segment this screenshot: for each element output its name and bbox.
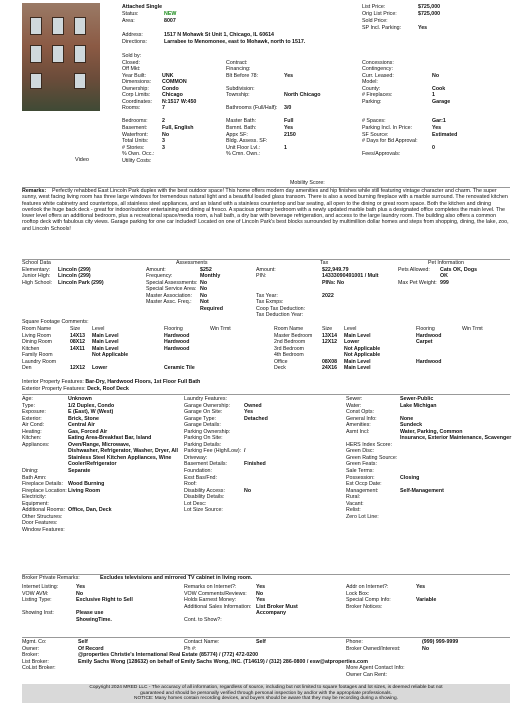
field-row xyxy=(184,507,268,514)
field-value: N:1517 W:450 xyxy=(162,98,197,105)
field-row xyxy=(122,158,196,165)
field-value: Yes xyxy=(244,409,254,416)
table-cell: Family Room xyxy=(22,352,53,358)
field-value: Unknown xyxy=(68,396,92,402)
field-value: 3/0 xyxy=(284,105,292,112)
orig-price-row: Orig List Price: $725,000 xyxy=(362,11,441,17)
table-row xyxy=(274,365,494,372)
field-label: Vacant: xyxy=(346,500,364,507)
field-value: Gar:1 xyxy=(432,118,446,125)
field-label: Fireplace Location: xyxy=(22,487,67,494)
field-value: Yes xyxy=(256,584,266,590)
field-label: % Cmn. Own.: xyxy=(226,151,261,158)
table-cell: Not Applicable xyxy=(92,352,129,358)
table-cell: Not Applicable xyxy=(344,345,381,352)
table-row xyxy=(22,365,242,372)
field-label: Township: xyxy=(226,92,250,99)
field-value: Lake Michigan xyxy=(400,402,437,409)
address-row: Address: 1517 N Mohawk St Unit 1, Chicago, IL 60614 xyxy=(122,32,274,38)
field-label: Water: xyxy=(346,402,362,409)
field-value: Water, Parking, Common xyxy=(400,428,463,435)
contacts-right: Phone: (999) 999-9999 Broker Owned/Interest: No xyxy=(346,639,459,652)
contacts-mid: Contact Name: Self Ph #: xyxy=(184,639,266,652)
table-cell: 12X12 xyxy=(70,365,86,371)
property-type: Attached Single xyxy=(122,4,163,10)
grid-col-3 xyxy=(362,53,457,158)
field-label: Contingency: xyxy=(362,66,393,73)
field-label: Green Rating Source: xyxy=(346,454,398,461)
field-label: Dining: xyxy=(22,468,39,475)
field-value: Yes xyxy=(284,72,294,79)
field-label: Green Disc: xyxy=(346,448,374,455)
field-value: Yes xyxy=(76,584,86,590)
field-label: Subdivision: xyxy=(226,85,255,92)
field-value: Exclusive Right to Sell xyxy=(76,597,133,604)
table-cell: Main Level xyxy=(92,345,119,352)
table-cell: Not Applicable xyxy=(344,352,381,358)
column-header: Size xyxy=(322,326,333,332)
table-cell: Main Level xyxy=(344,358,371,365)
field-label: % Own. Occ.: xyxy=(122,151,155,158)
table-cell: 14X11 xyxy=(70,345,85,352)
table-cell: Lower xyxy=(344,339,360,345)
field-value: E (East), W (West) xyxy=(68,409,114,416)
field-label: Ownership: xyxy=(122,85,149,92)
table-cell: Hardwood xyxy=(164,345,190,352)
more-agent-info: More Agent Contact Info: Owner Can Rent: xyxy=(346,665,405,678)
field-label: Special Comp Info: xyxy=(346,597,391,604)
field-label: Sale Terms: xyxy=(346,468,374,475)
remarks: Remarks: Perfectly rehabbed East Lincoln Park duplex with the best outdoor space! This home offers modern day amenities and hip finishes while still featuring vintage character and charm. The super sunny, west facing living room has three large windows for tremendous natural light and a beautiful loaded glass transom. There is also a wood burning fireplace with a marble surround. The renovated kitchen features white cabinetry and countertops, all stainless steel appliances, and an island with a stainless countertop and bar seating, all open to the dining or great room space. Both the kitchen and dining overlook the huge back deck - great for indoor/outdoor entertaining and dining al fresco. A spacious primary bedroom with a newly updated marble bath plus a designated office completes the main level. The lower level offers an additional bedroom, plus a recreational space/media room, a hall bath, a dry bar with beverage refrigeration, and access to the large laundry room. The building also offers a common rooftop deck with fabulous city views. Garage parking for one car included! Located on one of Lincoln Park's best blocks surrounded by multimillion dollar homes and steps from shopping, dining, the lake, zoo, and Lincoln Schools! xyxy=(22,188,509,232)
column-header: Size xyxy=(70,326,81,332)
field-value: Office, Dan, Deck xyxy=(68,507,112,514)
field-label: Rooms: xyxy=(122,105,141,112)
table-cell: Dining Room xyxy=(22,339,52,345)
field-label: Utility Costs: xyxy=(122,157,152,164)
field-label: Amenities: xyxy=(346,422,371,429)
field-value: 3 xyxy=(162,138,165,145)
field-label: Total Units: xyxy=(122,138,149,145)
exterior-features: Exterior Property Features: Deck, Roof Deck xyxy=(22,386,129,392)
field-label: Other Structures: xyxy=(22,513,63,520)
field-label: Model: xyxy=(362,79,378,86)
field-label: Garage On Site: xyxy=(184,409,223,416)
field-label: Window Features: xyxy=(22,526,65,533)
field-row xyxy=(22,617,133,624)
field-label: Coordinates: xyxy=(122,98,153,105)
column-header: Room Name xyxy=(22,326,52,332)
field-label: Year Built: xyxy=(122,72,146,79)
column-header: Flooring xyxy=(416,326,435,332)
table-cell: 12X12 xyxy=(322,339,338,345)
field-label: Bldg. Assess. SF: xyxy=(226,138,268,145)
property-photo[interactable] xyxy=(22,3,100,111)
field-label: Air Cond: xyxy=(22,422,45,429)
field-value: 2 xyxy=(162,118,165,125)
field-value: Central Air xyxy=(68,422,95,429)
field-label: Bedrooms: xyxy=(122,118,148,125)
field-row xyxy=(346,514,511,521)
table-cell: Office xyxy=(274,358,288,365)
table-cell xyxy=(210,365,242,372)
table-cell: 08X08 xyxy=(322,358,338,365)
field-label: Cont. to Show?: xyxy=(184,616,222,623)
field-label: Equipment: xyxy=(22,500,49,507)
table-cell: Main Level xyxy=(92,339,119,345)
field-label: Sewer: xyxy=(346,396,363,402)
field-value: Accompany xyxy=(256,610,287,617)
field-value: Finished xyxy=(244,461,266,468)
column-header: Flooring xyxy=(164,326,183,332)
column-header: Level xyxy=(92,326,105,332)
field-label: County: xyxy=(362,85,381,92)
field-value: List Broker Must xyxy=(256,603,298,610)
table-cell: 13X14 xyxy=(322,332,338,339)
field-label: Kitchen: xyxy=(22,435,42,442)
table-cell: Hardwood xyxy=(416,358,442,365)
field-label: Age: xyxy=(22,396,33,402)
field-label: Foundation: xyxy=(184,468,212,475)
table-cell: Den xyxy=(22,365,32,371)
field-value: Brick, Stone xyxy=(68,415,99,422)
field-label: Lock Box: xyxy=(346,590,370,597)
field-label: Laundry Features: xyxy=(184,396,227,402)
mobility-score: Mobility Score: xyxy=(290,180,325,186)
field-value: Closing xyxy=(400,474,420,481)
copyright-footer: Copyright 2024 MRED LLC - The accuracy of all information, regardless of source, including but not limited to square footages and lot sizes, is deemed reliable but not guaranteed and should be personally verified through personal inspection by and/or with the appropriate professionals. NOTICE: Many homes contain recording devices, and buyers should be aware that they may be recording during a showing. xyxy=(22,684,510,703)
field-row xyxy=(22,597,133,604)
field-label: Sold by: xyxy=(122,53,142,59)
table-cell: Ceramic Tile xyxy=(164,365,195,371)
field-value: Condo xyxy=(162,85,179,92)
field-label: Blt Before 78: xyxy=(226,72,259,79)
field-label: Lot Desc: xyxy=(184,500,207,507)
broker-private-remarks: Broker Private Remarks: Excludes televisions and mirrored TV cabinet in living room. xyxy=(22,575,253,581)
showing-col-2 xyxy=(184,584,298,623)
table-cell: Carpet xyxy=(416,339,433,345)
details-col-3 xyxy=(346,396,511,520)
table-cell: Hardwood xyxy=(416,332,442,339)
table-cell: Hardwood xyxy=(164,332,190,339)
field-value: No xyxy=(432,72,440,79)
field-row xyxy=(226,151,321,158)
field-value: Wood Burning xyxy=(68,481,105,488)
field-row xyxy=(184,617,298,624)
field-label: Exposure: xyxy=(22,409,46,416)
field-label: Door Features: xyxy=(22,520,58,527)
field-label: Disability Access: xyxy=(184,487,225,494)
field-label: Management: xyxy=(346,487,379,494)
field-row xyxy=(226,92,321,99)
field-value: Estimated xyxy=(432,131,458,138)
field-label: Internet Listing: xyxy=(22,584,59,590)
field-value: / xyxy=(244,448,246,455)
field-label: Dimensions: xyxy=(122,79,152,86)
tax-info: Tax Amount: $22,949.79 PIN: 14333090491001 / Mult PINs: No Tax Year: 2022 Tax Exmps: Coop Tax Deduction: Tax Deduction Year: xyxy=(256,260,379,319)
status-badge: NEW xyxy=(164,11,177,17)
field-label: Green Feats: xyxy=(346,461,377,468)
field-label: Appliances: xyxy=(22,441,50,448)
field-value: Separate xyxy=(68,468,91,475)
field-label: Additional Rooms: xyxy=(22,507,65,514)
table-cell: 14X13 xyxy=(70,332,86,339)
field-value: Chicago xyxy=(162,92,183,99)
field-value: Sundeck xyxy=(400,422,423,429)
field-value: Yes xyxy=(284,125,294,132)
field-label: Parking Details: xyxy=(184,441,222,448)
table-cell: Main Level xyxy=(344,332,371,339)
table-cell: 4th Bedroom xyxy=(274,352,304,358)
status-row: Status: NEW xyxy=(122,11,177,17)
field-value: Detached xyxy=(244,415,268,422)
field-label: Master Bath: xyxy=(226,118,257,125)
field-label: Possession: xyxy=(346,474,375,481)
field-label: Lot Size Source: xyxy=(184,507,223,514)
field-label: # Fireplaces: xyxy=(362,92,393,99)
details-col-1 xyxy=(22,396,178,533)
table-cell xyxy=(416,365,462,372)
field-label: Parking Fee (High/Low): xyxy=(184,448,242,455)
details-col-2 xyxy=(184,396,268,514)
field-label: Type: xyxy=(22,402,35,409)
field-value: No xyxy=(76,590,84,597)
field-label: # Spaces: xyxy=(362,118,386,125)
field-label: Waterfront: xyxy=(122,131,149,138)
divider xyxy=(22,394,510,395)
field-value: Eating Area-Breakfast Bar, Island xyxy=(68,435,152,442)
field-value: Cooler/Refrigerator xyxy=(68,461,117,468)
field-label: Garage Ownership: xyxy=(184,402,230,409)
field-value: Please use xyxy=(76,610,104,617)
field-value: 1 xyxy=(432,92,435,99)
field-value: COMMON xyxy=(162,79,187,86)
field-value: North Chicago xyxy=(284,92,321,99)
table-cell: Kitchen xyxy=(22,345,40,352)
field-value: ShowingTime. xyxy=(76,616,112,623)
field-label: Electricity: xyxy=(22,494,47,501)
field-label: Garage Details: xyxy=(184,422,221,429)
field-value: Sewer-Public xyxy=(400,396,434,402)
field-value: Self-Management xyxy=(400,487,444,494)
contacts-left: Mgmt. Co: Self Owner: Of Record Broker: @properties Christie's International Real Estate (85774) / (772) 472-0200 List Broker: Emily Sachs Wong (128632) on behalf of Emily Sachs Wong, INC. (T14619) / (312) 286-0800 / esw@atproperties.com CoList Broker: xyxy=(22,639,368,672)
field-value: Garage xyxy=(432,98,451,105)
field-label: Parking Incl. In Price: xyxy=(362,125,413,132)
field-label: Est Occp Date: xyxy=(346,481,382,488)
field-label: Roof: xyxy=(184,481,197,488)
field-label: Appx SF: xyxy=(226,131,248,138)
divider xyxy=(22,637,510,638)
field-label: Contract: xyxy=(226,59,248,66)
field-label: Addr on Internet?: xyxy=(346,584,389,590)
field-value: 3 xyxy=(162,144,165,151)
field-value: Owned xyxy=(244,402,262,409)
table-cell: 24X16 xyxy=(322,365,338,371)
field-label: Broker Notices: xyxy=(346,603,383,610)
field-label: Const Opts: xyxy=(346,409,374,416)
field-label: Financing: xyxy=(226,66,251,73)
field-label: Exst Bas/Fnd: xyxy=(184,474,217,481)
column-header: Win Trmt xyxy=(210,326,231,332)
column-header: Level xyxy=(344,326,357,332)
field-label: Closed: xyxy=(122,59,140,66)
showing-col-1 xyxy=(22,584,133,623)
field-label: Driveway: xyxy=(184,454,208,461)
field-value: None xyxy=(400,415,414,422)
field-label: VOW AVM: xyxy=(22,590,49,597)
field-value: Gas, Forced Air xyxy=(68,428,108,435)
field-label: General Info: xyxy=(346,415,377,422)
table-cell: Living Room xyxy=(22,332,51,339)
rooms-table-right xyxy=(274,326,494,372)
field-label: Showing Inst: xyxy=(22,610,54,617)
table-cell xyxy=(462,365,494,372)
field-label: Asmt Incl: xyxy=(346,428,370,435)
field-label: Off Mkt: xyxy=(122,66,141,73)
field-label: Listing Type: xyxy=(22,597,52,604)
field-value: Yes xyxy=(256,597,266,604)
video-link[interactable]: Video xyxy=(75,157,89,163)
school-data: School Data Elementary: Lincoln (299) Junior High: Lincoln (299) High School: Lincoln Park (299) xyxy=(22,260,104,286)
field-label: Curr. Leased: xyxy=(362,72,394,79)
field-value: Yes xyxy=(432,125,442,132)
field-label: Holds Earnest Money: xyxy=(184,597,237,604)
field-label: HERS Index Score: xyxy=(346,441,392,448)
table-cell: Main Level xyxy=(344,365,371,371)
field-value: Stainless Steel Kitchen Appliances, Wine xyxy=(68,454,172,461)
field-row xyxy=(346,604,436,611)
field-label: Bathrooms (Full/Half): xyxy=(226,105,278,112)
field-value: 1 xyxy=(284,144,287,151)
field-label: Parking On Site: xyxy=(184,435,223,442)
field-value: Living Room xyxy=(68,487,101,494)
field-value: Insurance, Exterior Maintenance, Scavenger xyxy=(400,435,512,442)
field-value: Full xyxy=(284,118,294,125)
table-cell: 3rd Bedroom xyxy=(274,345,304,352)
field-label: Basement: xyxy=(122,125,148,132)
field-value: 1/2 Duplex, Condo xyxy=(68,402,115,409)
field-label: VOW Comments/Reviews: xyxy=(184,590,247,597)
field-value: Dishwasher, Refrigerator, Washer, Dryer, All xyxy=(68,448,179,455)
table-cell: Master Bedroom xyxy=(274,332,313,339)
area-row: Area: 8007 xyxy=(122,18,176,24)
field-label: Heating: xyxy=(22,428,42,435)
field-value: Full, English xyxy=(162,125,194,132)
field-label: Basement Details: xyxy=(184,461,227,468)
field-row xyxy=(22,527,178,534)
field-label: Exterior: xyxy=(22,415,42,422)
field-value: Variable xyxy=(416,597,437,604)
field-label: Garage Type: xyxy=(184,415,216,422)
field-value: UNK xyxy=(162,72,174,79)
field-label: Unit Floor Lvl.: xyxy=(226,144,261,151)
field-label: Fees/Approvals: xyxy=(362,151,401,158)
field-value: No xyxy=(162,131,170,138)
field-label: # Days for Bd Approval: xyxy=(362,138,418,145)
table-cell: Lower xyxy=(92,365,108,371)
field-value: Yes xyxy=(416,584,426,590)
field-label: Relist: xyxy=(346,507,361,514)
field-label: Corp Limits: xyxy=(122,92,151,99)
list-price-row: List Price: $725,000 xyxy=(362,4,441,10)
field-label: Concessions: xyxy=(362,59,394,66)
field-label: Rural: xyxy=(346,494,361,501)
field-row xyxy=(362,151,457,158)
field-value: No xyxy=(256,590,264,597)
column-header: Room Name xyxy=(274,326,304,332)
table-cell: Laundry Room xyxy=(22,358,57,365)
sold-price-row: Sold Price: xyxy=(362,18,388,24)
field-value: Oven/Range, Microwave, xyxy=(68,441,131,448)
field-label: Disability Details: xyxy=(184,494,225,501)
table-cell: Main Level xyxy=(92,332,119,339)
assessments: Assessments Amount: $252 Frequency: Monthly Special Assessments: No Special Service Area: No Master Association: No Master Assc. Freq.: Not Required xyxy=(146,260,223,312)
field-label: Fireplace Details: xyxy=(22,481,63,488)
field-value: 2150 xyxy=(284,131,296,138)
sp-parking-row: SP Incl. Parking: Yes xyxy=(362,25,428,31)
field-value: 0 xyxy=(432,144,435,151)
table-cell: 2nd Bedroom xyxy=(274,339,306,345)
field-label: Remarks on Internet?: xyxy=(184,584,237,590)
grid-col-1 xyxy=(122,53,196,164)
field-value: No xyxy=(244,487,252,494)
table-cell: Deck xyxy=(274,365,286,371)
rooms-table-left xyxy=(22,326,242,372)
field-value: 7 xyxy=(162,105,165,112)
showing-col-3 xyxy=(346,584,436,610)
field-label: Parking Ownership: xyxy=(184,428,231,435)
field-label: Bsmnt. Bath: xyxy=(226,125,257,132)
field-label: Bath Amn: xyxy=(22,474,47,481)
sqft-comments: Square Footage Comments: xyxy=(22,319,89,325)
table-cell: Hardwood xyxy=(164,339,190,345)
column-header: Win Trmt xyxy=(462,326,483,332)
field-value: Cook xyxy=(432,85,446,92)
interior-features: Interior Property Features: Bar-Dry, Hardwood Floors, 1st Floor Full Bath xyxy=(22,379,201,385)
field-label: # Stories: xyxy=(122,144,145,151)
pet-info: Pet Information Pets Allowed: Cats OK, Dogs OK Max Pet Weight: 999 xyxy=(398,260,478,286)
field-label: Additional Sales Information: xyxy=(184,603,252,610)
table-cell: 08X12 xyxy=(70,339,86,345)
field-label: Parking: xyxy=(362,98,382,105)
directions-row: Directions: Larrabee to Menomonee, east to Mohawk, north to 1517. xyxy=(122,39,306,45)
field-label: Zero Lot Line: xyxy=(346,513,379,520)
grid-col-2 xyxy=(226,53,321,158)
field-label: SF Source: xyxy=(362,131,389,138)
